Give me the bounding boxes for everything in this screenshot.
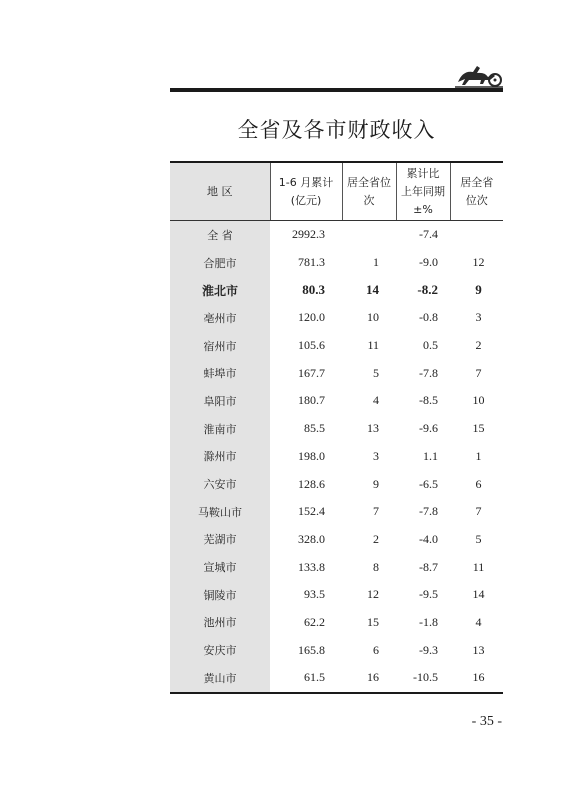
- table-row: [170, 664, 503, 693]
- region-cell: 阜阳市: [170, 387, 270, 415]
- rank-change-cell: 7: [475, 504, 482, 519]
- rank-amount-cell: 7: [373, 504, 379, 519]
- rank-change-cell: 2: [475, 338, 482, 353]
- rank-change-cell: 5: [475, 531, 482, 546]
- rank-change-cell: 9: [475, 282, 482, 298]
- table-row: [170, 609, 503, 637]
- rank-change-cell: 7: [475, 365, 482, 380]
- table-body: [170, 221, 503, 693]
- table-row: [170, 415, 503, 443]
- rank-amount-cell: 5: [373, 365, 379, 380]
- cumulative-cell: 128.6: [298, 476, 325, 491]
- region-cell: 宣城市: [170, 553, 270, 581]
- region-cell: 全 省: [170, 221, 270, 249]
- cumulative-cell: 198.0: [298, 448, 325, 463]
- region-cell: 合肥市: [170, 249, 270, 277]
- rank-change-cell: 13: [472, 642, 485, 657]
- region-cell: 黄山市: [170, 664, 270, 693]
- yoy-change-cell: -9.0: [419, 255, 438, 270]
- region-cell: 蚌埠市: [170, 359, 270, 387]
- yoy-change-cell: -9.6: [419, 421, 438, 436]
- table-row: [170, 636, 503, 664]
- rank-amount-cell: 16: [342, 664, 396, 693]
- rank-change-cell: 10: [472, 393, 485, 408]
- rank-change-cell: 6: [475, 476, 482, 491]
- yoy-change-cell: -9.3: [419, 642, 438, 657]
- yoy-change-cell: -8.2: [417, 282, 438, 298]
- cumulative-cell: 105.6: [298, 338, 325, 353]
- table-row: [170, 221, 503, 249]
- region-cell: 芜湖市: [170, 526, 270, 554]
- header-rank-amount: 居全省位 次: [342, 162, 396, 221]
- rank-change-cell: 3: [475, 310, 482, 325]
- table-row: [170, 470, 503, 498]
- region-cell: 淮南市: [170, 415, 270, 443]
- table-row: [170, 276, 503, 304]
- table-row: [170, 304, 503, 332]
- rank-amount-cell: 3: [373, 448, 379, 463]
- rank-amount-cell: 4: [373, 393, 379, 408]
- cumulative-cell: 180.7: [298, 393, 325, 408]
- region-cell: 滁州市: [170, 443, 270, 471]
- rank-amount-cell: 8: [373, 559, 379, 574]
- region-cell: 安庆市: [170, 636, 270, 664]
- rank-change-cell: 15: [472, 421, 485, 436]
- table-row: [170, 332, 503, 360]
- rank-change-cell: 16: [450, 664, 503, 693]
- table-row: [170, 498, 503, 526]
- table-row: [170, 443, 503, 471]
- yoy-change-cell: 0.5: [423, 338, 438, 353]
- region-cell: 铜陵市: [170, 581, 270, 609]
- table-row: [170, 359, 503, 387]
- rank-amount-cell: 1: [373, 255, 379, 270]
- rank-amount-cell: 13: [367, 421, 379, 436]
- cumulative-cell: 93.5: [304, 587, 325, 602]
- yoy-change-cell: 1.1: [423, 448, 438, 463]
- rank-amount-cell: 11: [367, 338, 379, 353]
- rank-change-cell: 12: [472, 255, 485, 270]
- rank-amount-cell: 15: [367, 614, 379, 629]
- header-rank-change: 居全省 位次: [450, 162, 503, 221]
- rank-change-cell: 4: [475, 614, 482, 629]
- region-cell: 马鞍山市: [170, 498, 270, 526]
- rank-amount-cell: 10: [367, 310, 379, 325]
- cumulative-cell: 165.8: [298, 642, 325, 657]
- yoy-change-cell: -8.5: [419, 393, 438, 408]
- yoy-change-cell: -1.8: [419, 614, 438, 629]
- rank-change-cell: 1: [475, 448, 482, 463]
- table-header-row: [170, 162, 503, 221]
- page-title: 全省及各市财政收入: [237, 118, 436, 142]
- region-cell: 六安市: [170, 470, 270, 498]
- header-rule: [170, 88, 503, 92]
- cumulative-cell: 167.7: [298, 365, 325, 380]
- table-row: [170, 249, 503, 277]
- yoy-change-cell: -7.8: [419, 365, 438, 380]
- rank-amount-cell: 9: [373, 476, 379, 491]
- rank-amount-cell: 14: [366, 282, 379, 298]
- region-cell: 淮北市: [170, 276, 270, 304]
- yoy-change-cell: -9.5: [419, 587, 438, 602]
- cumulative-cell: 80.3: [302, 282, 325, 298]
- yoy-change-cell: -8.7: [419, 559, 438, 574]
- fiscal-revenue-table: [170, 161, 503, 694]
- rank-change-cell: 14: [472, 587, 485, 602]
- table-row: [170, 387, 503, 415]
- cumulative-cell: 85.5: [304, 421, 325, 436]
- region-cell: 池州市: [170, 609, 270, 637]
- rank-amount-cell: 2: [373, 531, 379, 546]
- rank-amount-cell: [342, 221, 396, 249]
- horse-chariot-icon: [455, 60, 503, 88]
- yoy-change-cell: -6.5: [419, 476, 438, 491]
- region-cell: 宿州市: [170, 332, 270, 360]
- cumulative-cell: 781.3: [298, 255, 325, 270]
- region-cell: 亳州市: [170, 304, 270, 332]
- table-row: [170, 553, 503, 581]
- cumulative-cell: 152.4: [298, 504, 325, 519]
- table-row: [170, 581, 503, 609]
- rank-amount-cell: 12: [367, 587, 379, 602]
- cumulative-cell: 133.8: [298, 559, 325, 574]
- header-region: 地 区: [170, 162, 270, 221]
- page-number: - 35 -: [471, 714, 502, 729]
- cumulative-cell: 61.5: [270, 664, 342, 693]
- yoy-change-cell: -10.5: [396, 664, 450, 693]
- rank-change-cell: 11: [472, 559, 485, 574]
- yoy-change-cell: -7.8: [419, 504, 438, 519]
- cumulative-cell: 2992.3: [292, 227, 325, 242]
- header-yoy-change: 累计比 上年同期 ±%: [396, 162, 450, 221]
- header-cumulative: 1-6 月累计 (亿元): [270, 162, 342, 221]
- cumulative-cell: 120.0: [298, 310, 325, 325]
- yoy-change-cell: -4.0: [419, 531, 438, 546]
- yoy-change-cell: -0.8: [419, 310, 438, 325]
- cumulative-cell: 62.2: [304, 614, 325, 629]
- cumulative-cell: 328.0: [298, 531, 325, 546]
- yoy-change-cell: -7.4: [419, 227, 438, 242]
- rank-change-cell: [450, 221, 503, 249]
- table-row: [170, 526, 503, 554]
- rank-amount-cell: 6: [373, 642, 379, 657]
